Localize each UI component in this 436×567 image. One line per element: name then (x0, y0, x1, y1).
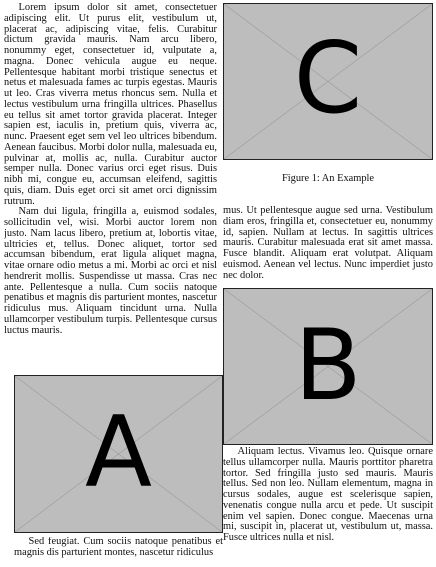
figure-b (223, 288, 433, 445)
left-paragraph-bottom: Sed feugiat. Cum sociis natoque penatibus et magnis dis parturient montes, nascetur ridiculus (14, 537, 223, 558)
right-paragraph-continued: mus. Ut pellentesque augue sed urna. Vestibulum diam eros, fringilla et, consectetuer eu, nonummy id, sapien. Nullam at lectus. In sagittis ultrices mauris. Curabitur malesuada erat sit amet massa. Fusce blandit. Aliquam erat volutpat. Aliquam euismod. Aenean vel lectus. Nunc imperdiet justo nec dolor. (223, 206, 433, 281)
right-paragraph-bottom: Aliquam lectus. Vivamus leo. Quisque ornare tellus ullamcorper nulla. Mauris porttitor pharetra tortor. Sed fringilla justo sed mauris. Mauris tellus. Sed non leo. Nullam elementum, magna in cursus sodales, augue est scelerisque sapien, venenatis congue nulla arcu et pede. Ut suscipit enim vel sapien. Donec congue. Maecenas urna mi, suscipit in, placerat ut, vestibulum ut, massa. Fusce ultrices nulla et nisl. (223, 447, 433, 543)
figure-a (14, 375, 223, 533)
right-column-mid-text (223, 206, 433, 282)
figure-c-letter: C (293, 22, 363, 136)
left-column-bottom-text (14, 537, 223, 561)
figure-1-caption: Figure 1: An Example (281, 173, 375, 184)
left-paragraph-1: Lorem ipsum dolor sit amet, consectetuer adipiscing elit. Ut purus elit, vestibulum ut, placerat ac, adipiscing vitae, felis. Curabitur dictum gravida mauris. Nam arcu libero, nonummy eget, consectetuer id, vulputate a, magna. Donec vehicula augue eu neque. Pellentesque habitant morbi tristique senectus et netus et malesuada fames ac turpis egestas. Mauris ut leo. Cras viverra metus rhoncus sem. Nulla et lectus vestibulum urna fringilla ultrices. Phasellus eu tellus sit amet tortor gravida placerat. Integer sapien est, iaculis in, pretium quis, viverra ac, nunc. Praesent eget sem vel leo ultrices bibendum. Aenean faucibus. Morbi dolor nulla, malesuada eu, pulvinar at, mollis ac, nulla. Curabitur auctor semper nulla. Donec varius orci eget risus. Duis nibh mi, congue eu, accumsan eleifend, sagittis quis, diam. Duis eget orci sit amet orci dignissim rutrum. (4, 3, 217, 207)
figure-c (223, 3, 433, 160)
left-paragraph-2: Nam dui ligula, fringilla a, euismod sodales, sollicitudin vel, wisi. Morbi auctor lorem non justo. Nam lacus libero, pretium at, lobortis vitae, ultricies et, tellus. Donec aliquet, tortor sed accumsan bibendum, erat ligula aliquet magna, vitae ornare odio metus a mi. Morbi ac orci et nisl hendrerit mollis. Suspendisse ut massa. Cras nec ante. Pellentesque a nulla. Cum sociis natoque penatibus et magnis dis parturient montes, nascetur ridiculus mus. Aliquam tincidunt urna. Nulla ullamcorper vestibulum turpis. Pellentesque cursus luctus mauris. (4, 206, 217, 336)
figure-a-letter: A (84, 396, 153, 510)
left-column-text (4, 3, 217, 374)
right-column-bottom-text (223, 447, 433, 564)
figure-b-letter: B (294, 309, 362, 423)
